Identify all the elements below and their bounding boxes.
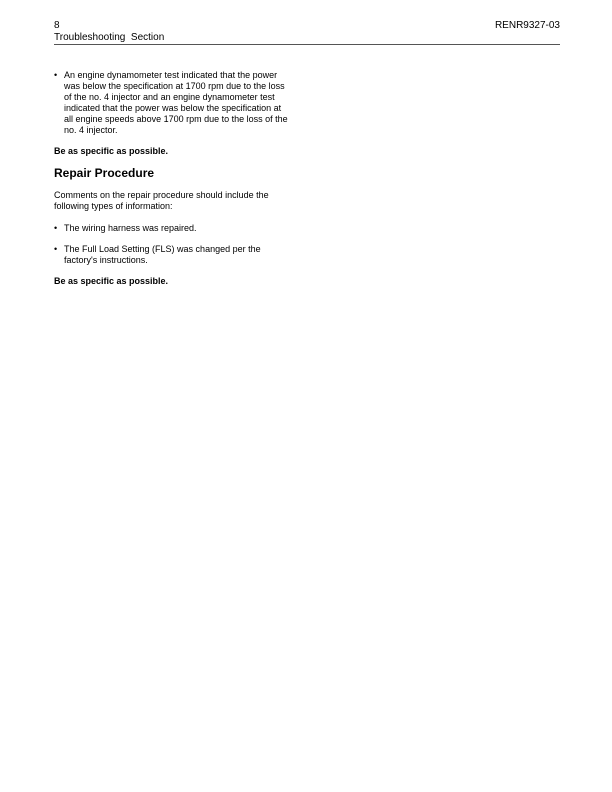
section-heading-repair-procedure: Repair Procedure bbox=[54, 166, 155, 180]
page-header bbox=[54, 20, 560, 45]
intro-paragraph: Comments on the repair procedure should include the following types of information: bbox=[54, 190, 269, 211]
specific-note-2: Be as specific as possible. bbox=[54, 276, 169, 286]
bullet-item-fls: • The Full Load Setting (FLS) was changed per the factory's instructions. bbox=[54, 244, 290, 266]
bullet-item-dyno-test: • An engine dynamometer test indicated that the power was below the specification at 1700 rpm due to the loss of the no. 4 injector and an engine dynamometer test indicated that the power was below the specification at all engine speeds above 1700 rpm due to the loss of the no. 4 injector. bbox=[54, 70, 290, 136]
section-title: Troubleshooting Section bbox=[54, 32, 165, 43]
page-number: 8 bbox=[54, 20, 60, 31]
bullet-item-wiring: • The wiring harness was repaired. bbox=[54, 223, 290, 234]
document-id: RENR9327-03 bbox=[494, 20, 560, 31]
page-content bbox=[54, 70, 290, 296]
specific-note: Be as specific as possible. bbox=[54, 146, 169, 156]
